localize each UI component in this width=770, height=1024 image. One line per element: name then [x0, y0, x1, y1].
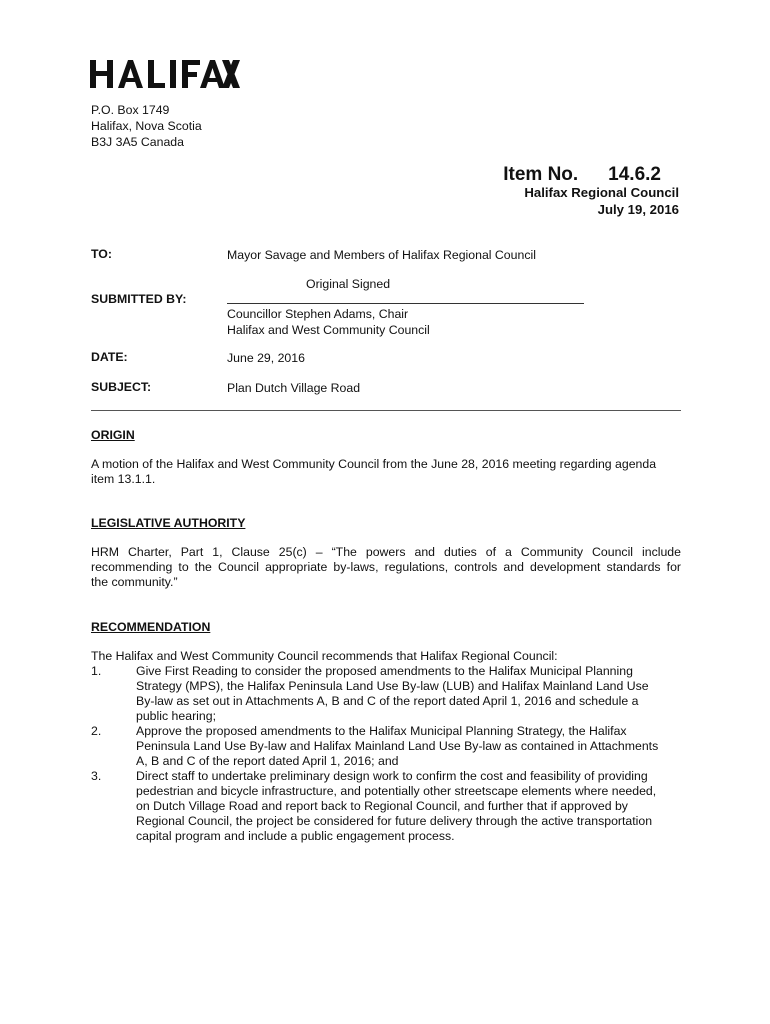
- subject-value: Plan Dutch Village Road: [227, 381, 361, 395]
- address-line: B3J 3A5 Canada: [91, 135, 184, 149]
- recommendation-item-3: [91, 769, 691, 844]
- recommendation-line: Give First Reading to consider the proposed amendments to the Halifax Municipal Planning: [136, 664, 633, 678]
- address-line: P.O. Box 1749: [91, 103, 170, 117]
- mailing-address: [91, 102, 202, 150]
- recommendation-line: Direct staff to undertake preliminary design work to confirm the cost and feasibility of providing: [136, 769, 648, 783]
- subject-label: SUBJECT:: [91, 380, 152, 394]
- origin-heading: ORIGIN: [91, 428, 135, 442]
- recommendation-line: Approve the proposed amendments to the Halifax Municipal Planning Strategy, the Halifax: [136, 724, 627, 738]
- item-number-heading: [503, 164, 661, 186]
- original-signed: Original Signed: [306, 277, 391, 291]
- origin-text: [91, 457, 681, 487]
- recommendation-line: Regional Council, the project be considered for future delivery through the active transportation: [136, 814, 653, 828]
- header-divider: [91, 410, 681, 411]
- halifax-logo: [90, 58, 240, 90]
- legislative-line: HRM Charter, Part 1, Clause 25(c) – “The powers and duties of a Community Council include: [91, 545, 681, 559]
- recommendation-line: capital program and include a public engagement process.: [136, 829, 455, 843]
- legislative-line: the community.”: [91, 575, 178, 589]
- halifax-logo-mark: [90, 58, 240, 90]
- recommendation-line: on Dutch Village Road and report back to Regional Council, and further that if approved by: [136, 799, 628, 813]
- submitted-by-value: [227, 306, 430, 338]
- legislative-authority-text: [91, 545, 681, 590]
- recommendation-list: [91, 664, 691, 844]
- meeting-date: July 19, 2016: [597, 202, 679, 217]
- recommendation-heading: RECOMMENDATION: [91, 620, 211, 634]
- recommendation-number: 3.: [91, 769, 102, 783]
- submitter-org: Halifax and West Community Council: [227, 323, 430, 337]
- recommendation-line: By-law as set out in Attachments A, B and C of the report dated April 1, 2016 and schedule a: [136, 694, 639, 708]
- recommendation-line: A, B and C of the report dated April 1, 2016; and: [136, 754, 399, 768]
- recommendation-line: public hearing;: [136, 709, 216, 723]
- date-value: June 29, 2016: [227, 351, 305, 365]
- address-line: Halifax, Nova Scotia: [91, 119, 202, 133]
- item-number: 14.6.2: [608, 164, 661, 185]
- to-value: Mayor Savage and Members of Halifax Regional Council: [227, 248, 536, 262]
- date-label: DATE:: [91, 350, 128, 364]
- submitted-by-label: SUBMITTED BY:: [91, 292, 187, 306]
- recommendation-line: pedestrian and bicycle infrastructure, and potentially other streetscape elements where needed,: [136, 784, 657, 798]
- origin-line: item 13.1.1.: [91, 472, 156, 486]
- council-name: Halifax Regional Council: [524, 185, 679, 200]
- recommendation-item-1: [91, 664, 691, 724]
- recommendation-line: Strategy (MPS), the Halifax Peninsula Land Use By-law (LUB) and Halifax Mainland Land Use: [136, 679, 649, 693]
- recommendation-item-2: [91, 724, 691, 769]
- legislative-authority-heading: LEGISLATIVE AUTHORITY: [91, 516, 246, 530]
- recommendation-line: Peninsula Land Use By-law and Halifax Mainland Land Use By-law as contained in Attachments: [136, 739, 659, 753]
- signature-line: [227, 303, 584, 304]
- recommendation-intro: The Halifax and West Community Council recommends that Halifax Regional Council:: [91, 649, 558, 663]
- origin-line: A motion of the Halifax and West Community Council from the June 28, 2016 meeting regarding agenda: [91, 457, 657, 471]
- to-label: TO:: [91, 247, 112, 261]
- item-label: Item No.: [503, 164, 579, 185]
- submitter-name: Councillor Stephen Adams, Chair: [227, 307, 409, 321]
- council-block: [524, 184, 679, 218]
- legislative-line: recommending to the Council appropriate by-laws, regulations, controls and development standards for: [91, 560, 681, 574]
- recommendation-number: 1.: [91, 664, 102, 678]
- recommendation-number: 2.: [91, 724, 102, 738]
